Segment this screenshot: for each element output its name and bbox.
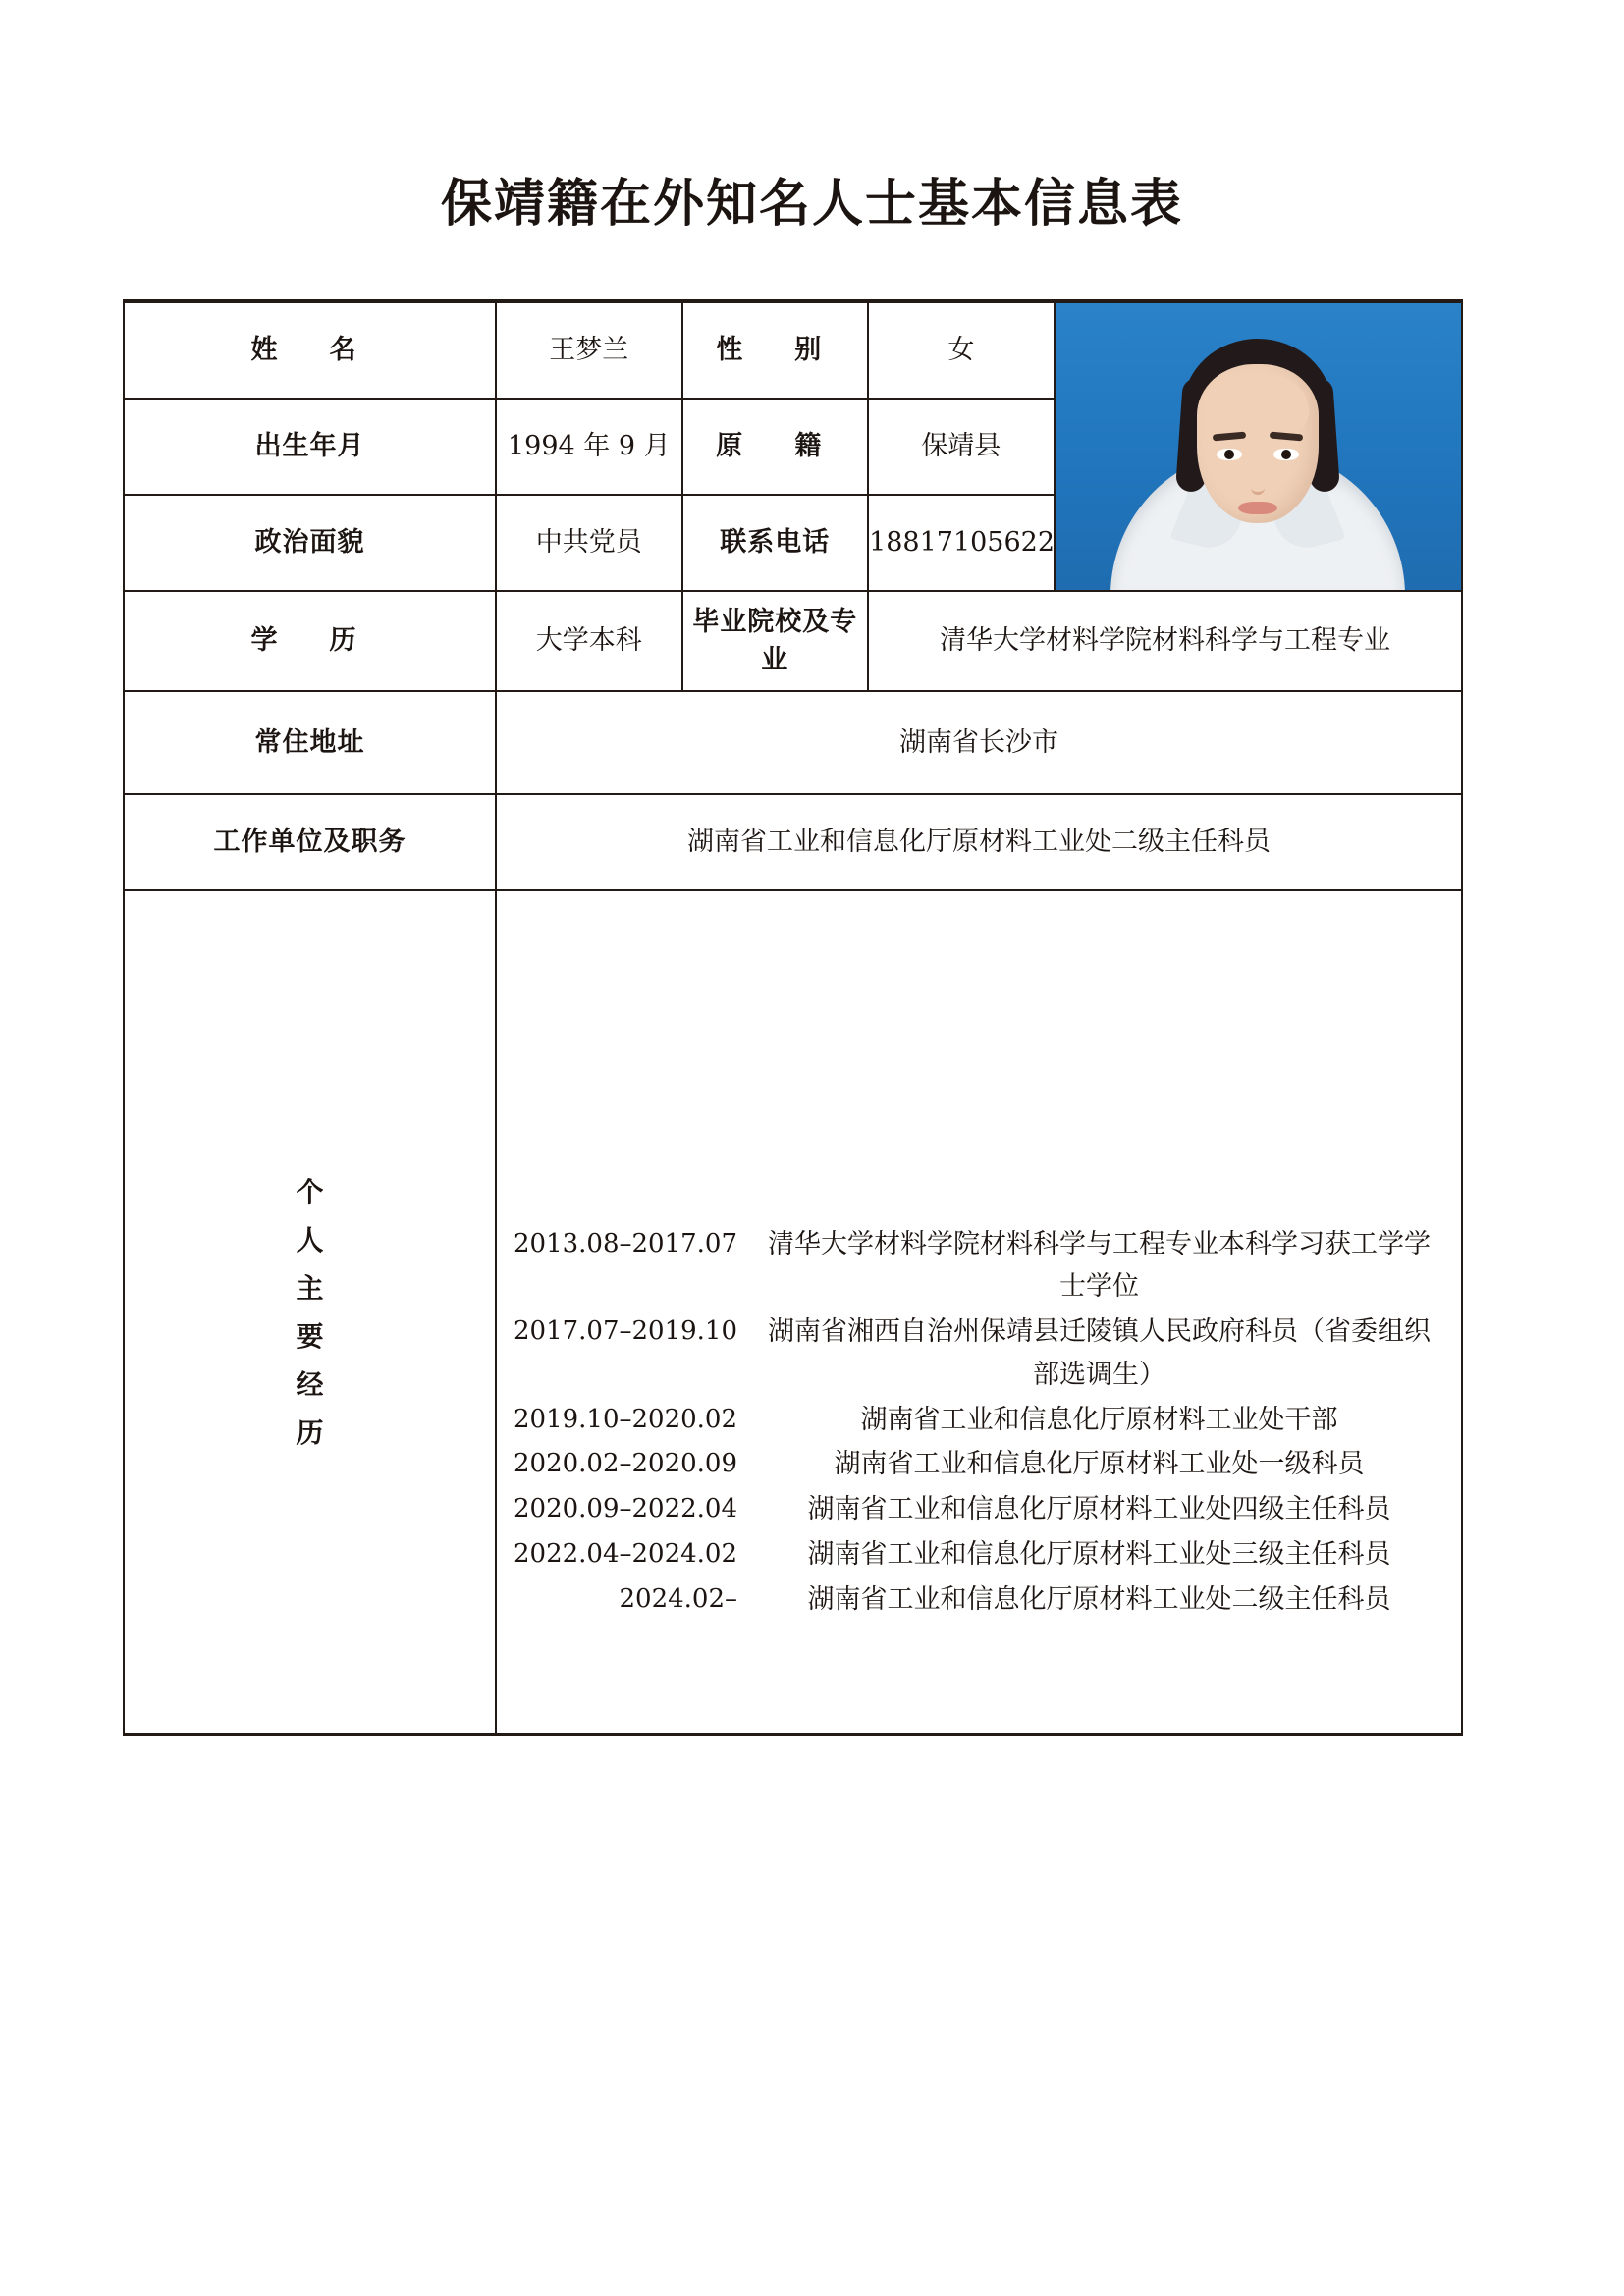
vertical-label-experience <box>297 1168 324 1457</box>
avatar <box>1056 303 1461 590</box>
photo-cell <box>1055 301 1462 591</box>
experience-list-cell <box>496 890 1462 1735</box>
experience-entry <box>497 1578 1461 1622</box>
table-row-address <box>124 691 1462 794</box>
label-address: 常住地址 <box>124 691 496 794</box>
label-education: 学 历 <box>124 591 496 691</box>
experience-entry <box>497 1399 1461 1442</box>
vertical-label-char-1: 人 <box>296 1223 324 1256</box>
value-work-unit: 湖南省工业和信息化厅原材料工业处二级主任科员 <box>496 794 1462 890</box>
value-gender: 女 <box>868 301 1055 399</box>
value-name: 王梦兰 <box>496 301 682 399</box>
experience-period: 2017.07–2019.10 <box>513 1316 738 1347</box>
page-title: 保靖籍在外知名人士基本信息表 <box>440 174 1183 234</box>
label-name: 姓 名 <box>124 301 496 399</box>
label-birth-date: 出生年月 <box>124 399 496 495</box>
vertical-label-char-2: 主 <box>296 1271 324 1305</box>
label-origin: 原 籍 <box>682 399 869 495</box>
experience-description: 湖南省工业和信息化厅原材料工业处一级科员 <box>834 1449 1365 1480</box>
label-phone: 联系电话 <box>682 495 869 591</box>
experience-entry <box>497 1223 1461 1308</box>
experience-period: 2020.02–2020.09 <box>513 1449 738 1479</box>
table-row-education <box>124 591 1462 691</box>
experience-entry <box>497 1533 1461 1576</box>
experience-period: 2022.04–2024.02 <box>513 1538 738 1569</box>
label-personal-experience <box>124 890 496 1735</box>
label-school-major: 毕业院校及专业 <box>682 591 869 691</box>
experience-entry <box>497 1443 1461 1486</box>
value-birth-date: 1994 年 9 月 <box>496 399 682 495</box>
experience-description: 湖南省湘西自治州保靖县迁陵镇人民政府科员（省委组织部选调生） <box>768 1316 1432 1390</box>
label-gender: 性 别 <box>682 301 869 399</box>
vertical-label-char-5: 历 <box>296 1415 324 1449</box>
experience-description: 湖南省工业和信息化厅原材料工业处二级主任科员 <box>807 1583 1391 1615</box>
label-work-unit: 工作单位及职务 <box>124 794 496 890</box>
experience-description: 湖南省工业和信息化厅原材料工业处干部 <box>860 1404 1338 1435</box>
value-phone: 18817105622 <box>868 495 1055 591</box>
experience-entry <box>497 1488 1461 1531</box>
table-row-experience <box>124 890 1462 1735</box>
vertical-label-char-0: 个 <box>296 1175 324 1208</box>
personal-info-table <box>123 299 1463 1736</box>
value-education: 大学本科 <box>496 591 682 691</box>
experience-entry <box>497 1310 1461 1396</box>
value-school-major: 清华大学材料学院材料科学与工程专业 <box>868 591 1462 691</box>
vertical-label-char-4: 经 <box>296 1367 324 1401</box>
experience-description: 湖南省工业和信息化厅原材料工业处四级主任科员 <box>807 1494 1391 1525</box>
id-photo-image <box>1056 303 1461 590</box>
experience-description: 清华大学材料学院材料科学与工程专业本科学习获工学学士学位 <box>768 1228 1432 1303</box>
value-political-status: 中共党员 <box>496 495 682 591</box>
value-origin: 保靖县 <box>868 399 1055 495</box>
experience-list <box>497 1001 1461 1622</box>
value-address: 湖南省长沙市 <box>496 691 1462 794</box>
table-row-work <box>124 794 1462 890</box>
label-political-status: 政治面貌 <box>124 495 496 591</box>
experience-period: 2013.08–2017.07 <box>513 1228 738 1258</box>
experience-period: 2024.02– <box>619 1583 738 1614</box>
experience-period: 2020.09–2022.04 <box>513 1494 738 1524</box>
experience-period: 2019.10–2020.02 <box>513 1404 738 1434</box>
table-row-name <box>124 301 1462 399</box>
vertical-label-char-3: 要 <box>296 1319 324 1353</box>
experience-description: 湖南省工业和信息化厅原材料工业处三级主任科员 <box>807 1538 1391 1570</box>
